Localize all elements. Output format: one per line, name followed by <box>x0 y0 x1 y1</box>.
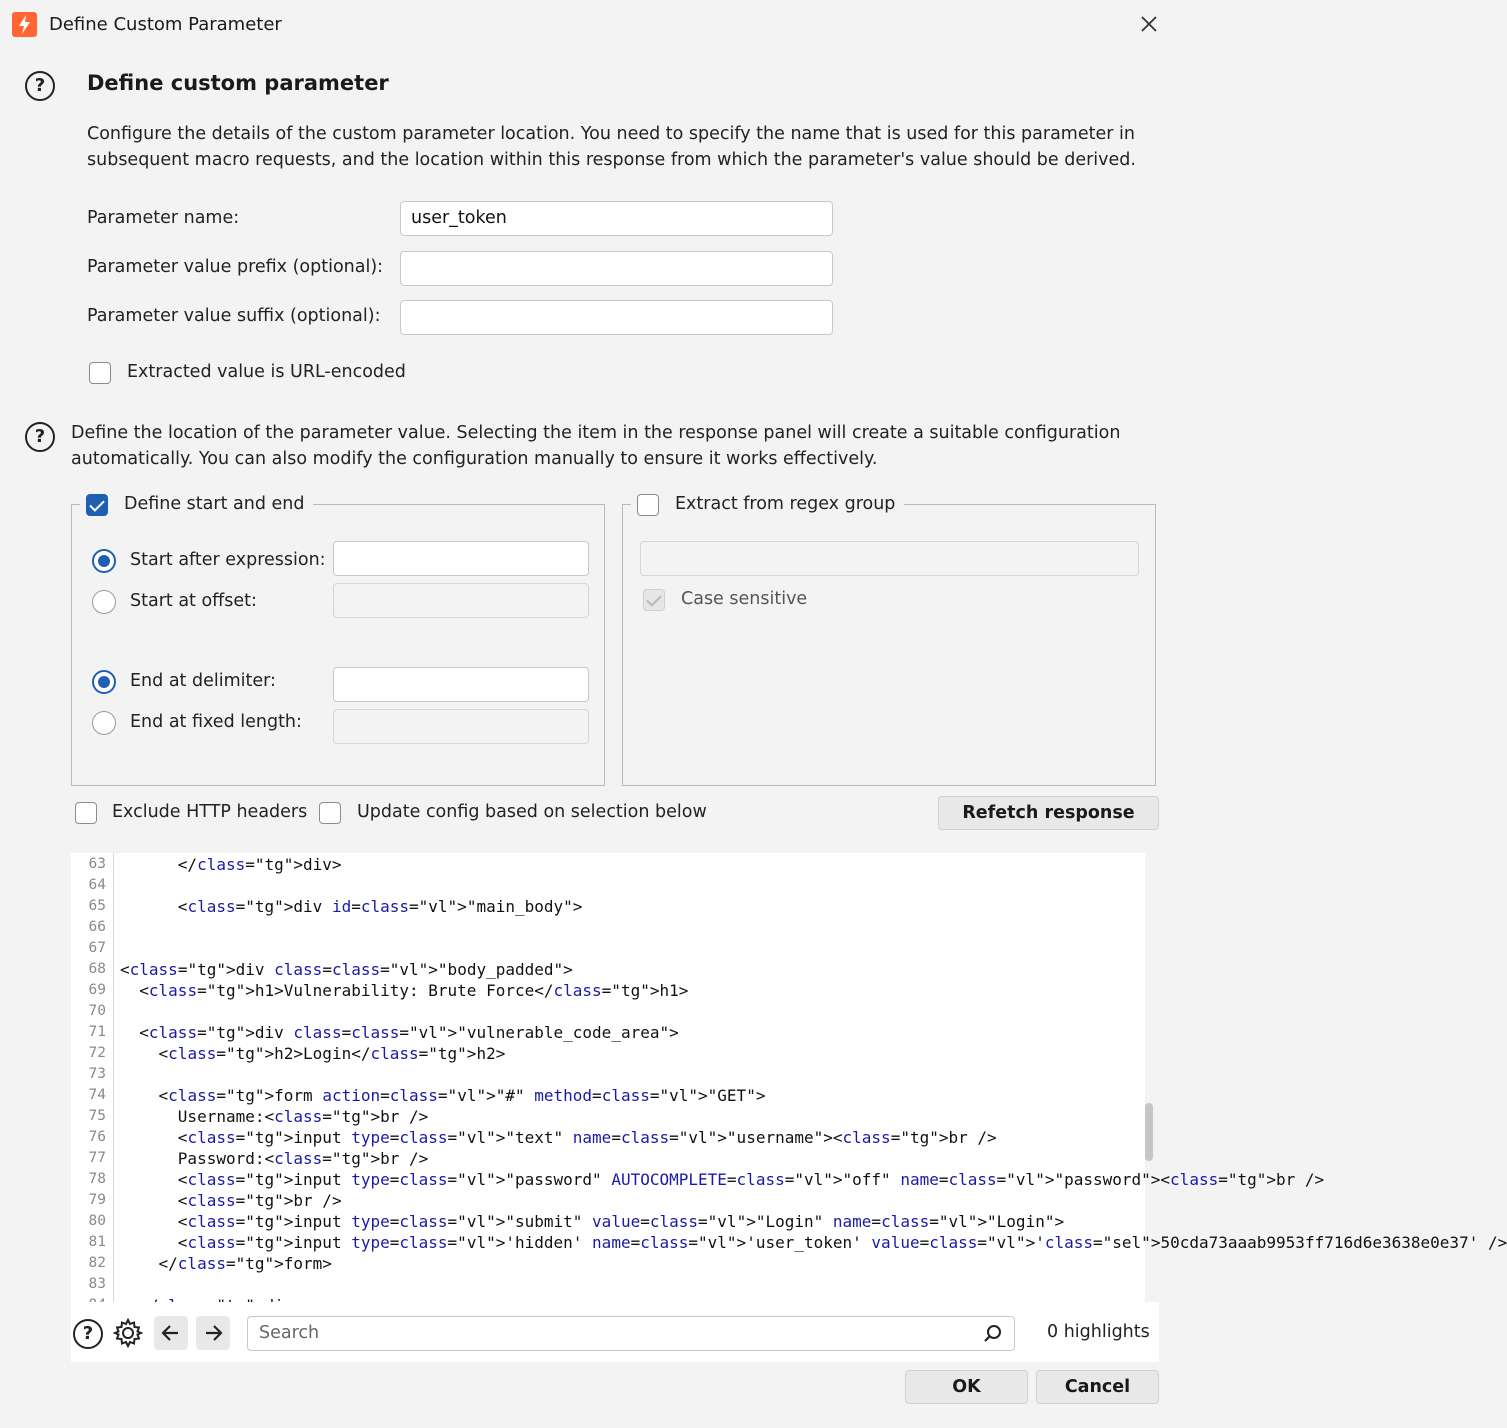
start-offset-label: Start at offset: <box>130 591 257 611</box>
prefix-label: Parameter value prefix (optional): <box>87 257 384 277</box>
define-start-end-label: Define start and end <box>124 494 305 514</box>
code-line: Password:<class="tg">br /> <box>120 1149 429 1168</box>
case-sensitive-label: Case sensitive <box>681 589 808 609</box>
line-number: 72 <box>88 1045 106 1061</box>
code-line: <class="tg">input type=class="vl">'hidden' name=class="vl">'user_token' value=class="vl">'class="sel">50cda73aaab9953ff716d6e3638e0e37' /> <box>120 1233 1507 1252</box>
start-offset-field[interactable] <box>333 583 589 618</box>
line-number: 74 <box>88 1087 106 1103</box>
line-number: 73 <box>88 1066 106 1082</box>
line-number: 64 <box>88 877 106 893</box>
extract-regex-label: Extract from regex group <box>675 494 896 514</box>
line-number: 81 <box>88 1234 106 1250</box>
code-line: <class="tg">h1>Vulnerability: Brute Force</class="tg">h1> <box>120 981 689 1000</box>
exclude-headers-checkbox[interactable] <box>75 802 97 824</box>
code-line: <class="tg">input type=class="vl">"submit" value=class="vl">"Login" name=class="vl">"Login"> <box>120 1212 1065 1231</box>
help-icon[interactable]: ? <box>73 1319 103 1349</box>
line-number: 83 <box>88 1276 106 1292</box>
line-number: 79 <box>88 1192 106 1208</box>
code-line: <class="tg">input type=class="vl">"password" AUTOCOMPLETE=class="vl">"off" name=class="vl">"password"><class="tg">br /> <box>120 1170 1325 1189</box>
define-start-end-checkbox[interactable] <box>86 494 108 516</box>
extract-regex-checkbox[interactable] <box>637 494 659 516</box>
suffix-field[interactable] <box>400 300 833 335</box>
search-input[interactable]: Search <box>247 1316 1015 1351</box>
line-number: 69 <box>88 982 106 998</box>
refetch-response-button[interactable]: Refetch response <box>938 796 1159 830</box>
prefix-field[interactable] <box>400 251 833 286</box>
arrow-left-icon[interactable] <box>154 1316 188 1350</box>
case-sensitive-checkbox[interactable] <box>643 589 665 611</box>
code-line: <class="tg">div class=class="vl">"body_padded"> <box>120 960 573 979</box>
update-config-checkbox[interactable] <box>319 802 341 824</box>
arrow-right-icon[interactable] <box>196 1316 230 1350</box>
line-number: 68 <box>88 961 106 977</box>
ok-button[interactable]: OK <box>905 1370 1028 1404</box>
search-icon[interactable] <box>981 1322 1005 1346</box>
regex-field[interactable] <box>640 541 1139 576</box>
code-scrollbar[interactable] <box>1145 1103 1153 1161</box>
start-after-label: Start after expression: <box>130 550 326 570</box>
url-encoded-label: Extracted value is URL-encoded <box>127 362 406 382</box>
response-code-panel[interactable] <box>71 853 1507 1302</box>
help-icon[interactable]: ? <box>25 422 55 452</box>
close-icon[interactable] <box>1135 10 1163 38</box>
section-description: Configure the details of the custom parameter location. You need to specify the name that is used for this parameter in subsequent macro requests, and the location within this response from which the parameter's value should be derived. <box>87 124 1136 170</box>
line-number: 82 <box>88 1255 106 1271</box>
exclude-headers-label: Exclude HTTP headers <box>112 802 308 822</box>
help-icon[interactable]: ? <box>25 71 55 101</box>
end-fixed-field[interactable] <box>333 709 589 744</box>
url-encoded-checkbox[interactable] <box>89 362 111 384</box>
gutter-divider <box>113 853 114 1302</box>
parameter-name-field[interactable]: user_token <box>400 201 833 236</box>
code-line: <class="tg">br /> <box>120 1191 342 1210</box>
title-bar <box>0 0 1183 50</box>
end-delimiter-field[interactable] <box>333 667 589 702</box>
line-number: 78 <box>88 1171 106 1187</box>
code-line: </class="tg">div> <box>120 855 342 874</box>
line-number: 77 <box>88 1150 106 1166</box>
code-line: <class="tg">h2>Login</class="tg">h2> <box>120 1044 506 1063</box>
end-delimiter-radio[interactable] <box>92 670 116 694</box>
line-number: 71 <box>88 1024 106 1040</box>
end-delimiter-label: End at delimiter: <box>130 671 276 691</box>
code-line: </class="tg">form> <box>120 1254 332 1273</box>
code-line: <class="tg">div class=class="vl">"vulnerable_code_area"> <box>120 1023 679 1042</box>
line-number: 80 <box>88 1213 106 1229</box>
code-line: <class="tg">input type=class="vl">"text" name=class="vl">"username"><class="tg">br /> <box>120 1128 997 1147</box>
start-after-field[interactable] <box>333 541 589 576</box>
location-description: Define the location of the parameter value. Selecting the item in the response panel will create a suitable configuration automatically. You can also modify the configuration manually to ensure it works effectively. <box>71 423 1121 469</box>
cancel-button[interactable]: Cancel <box>1036 1370 1159 1404</box>
highlights-count: 0 highlights <box>1047 1322 1150 1342</box>
line-number: 76 <box>88 1129 106 1145</box>
start-offset-radio[interactable] <box>92 590 116 614</box>
line-number: 75 <box>88 1108 106 1124</box>
start-after-radio[interactable] <box>92 549 116 573</box>
line-number: 66 <box>88 919 106 935</box>
parameter-name-label: Parameter name: <box>87 208 240 228</box>
end-fixed-label: End at fixed length: <box>130 712 302 732</box>
code-line: <class="tg">div id=class="vl">"main_body"> <box>120 897 583 916</box>
settings-gear-icon[interactable] <box>112 1317 144 1349</box>
line-number: 70 <box>88 1003 106 1019</box>
section-title: Define custom parameter <box>87 71 389 95</box>
line-number: 65 <box>88 898 106 914</box>
update-config-label: Update config based on selection below <box>357 802 707 822</box>
line-number: 67 <box>88 940 106 956</box>
end-fixed-radio[interactable] <box>92 711 116 735</box>
code-line: <class="tg">form action=class="vl">"#" method=class="vl">"GET"> <box>120 1086 766 1105</box>
burp-logo-icon <box>12 12 37 37</box>
suffix-label: Parameter value suffix (optional): <box>87 306 381 326</box>
code-line: Username:<class="tg">br /> <box>120 1107 429 1126</box>
line-number: 63 <box>88 856 106 872</box>
window-title: Define Custom Parameter <box>49 14 282 35</box>
